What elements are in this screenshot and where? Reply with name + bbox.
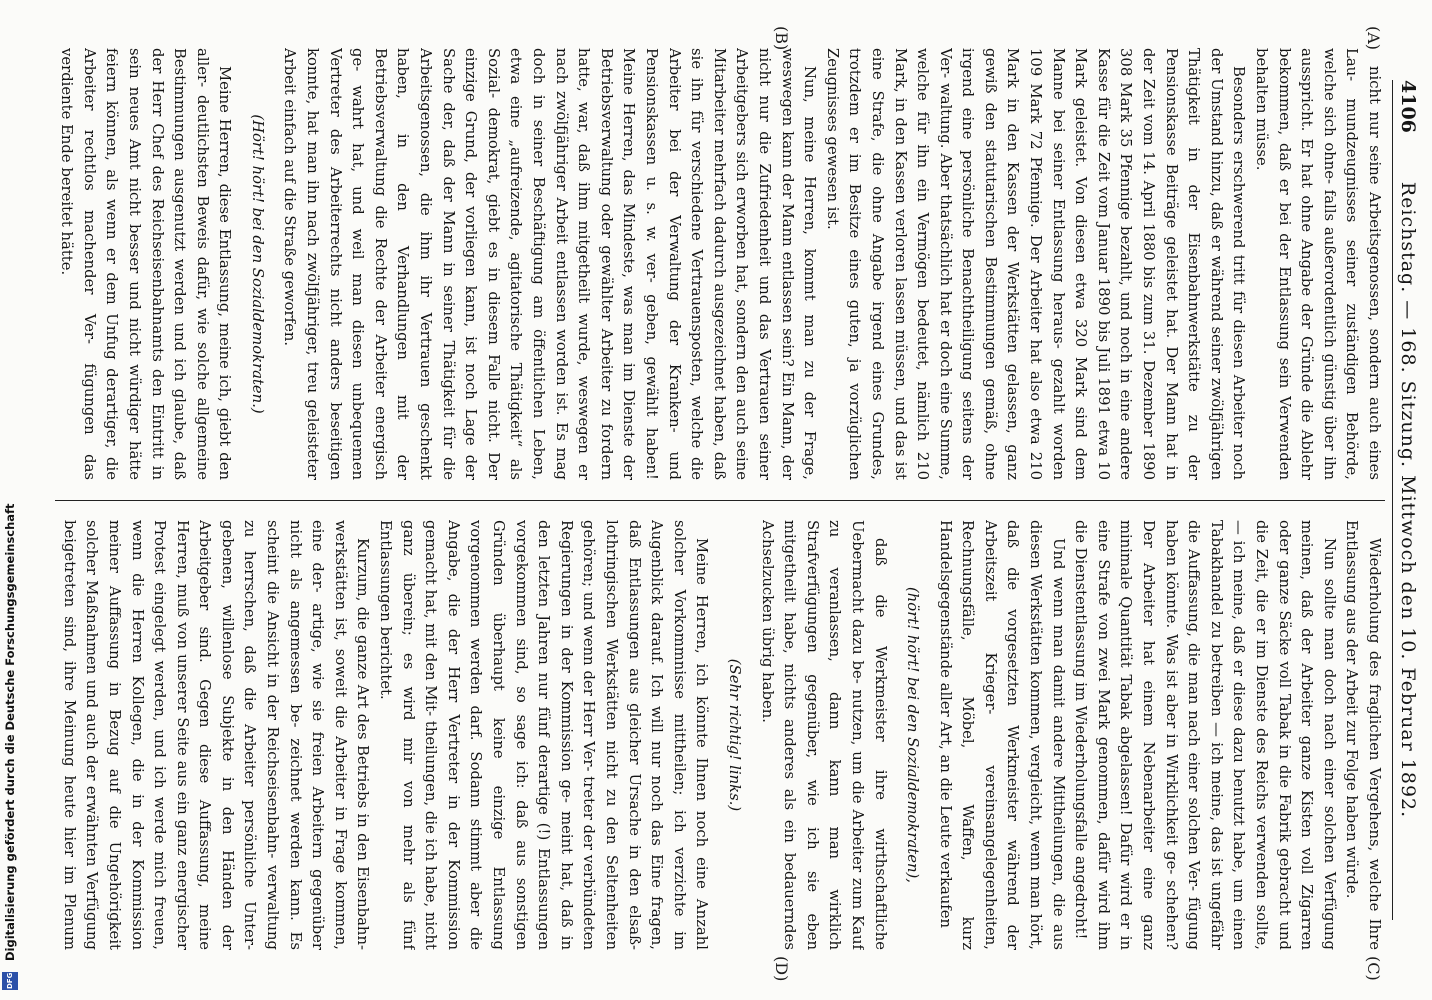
rotated-print-page — [1, 20, 1431, 980]
right-text-column — [55, 520, 1385, 950]
margin-marker-c: (C) — [1364, 956, 1383, 981]
left-text-column — [55, 48, 1385, 480]
paragraph: Besonders erschwerend tritt für diesen Arbeiter noch der Umstand hinzu, daß er während seiner zwölfjährigen Thätigkeit in der Eisenbahnwerkstätte zu der Pensionskasse Beiträge geleistet hat. Der Mann hat in der Zeit vom 14. April 1880 bis zum 31. Dezember 1890 308 Mark 35 Pfennige bezahlt, und noch in eine andere Kasse für die Zeit vom Januar 1890 bis Juli 1891 etwa 10 Mark geleistet. Von diesen etwa 320 Mark sind dem Manne bei seiner Entlassung heraus- gezahlt worden 109 Mark 72 Pfennige. Der Arbeiter hat also etwa 210 Mark in den Kassen der Werkstätten gelassen, ganz gewiß den statutarischen Bestimmungen gemäß, ohne irgend eine persönliche Benachtheiligung seitens der Ver- waltung. Aber thatsächlich hat er doch eine Summe, welche für ihn ein Vermögen bedeutet, nämlich 210 Mark, in den Kassen verloren lassen müssen, und das ist eine Strafe, die ohne Angabe irgend eines Grundes, trotzdem er im Besitze eines guten, ja vorzüglichen Zeugnisses gewesen ist. — [823, 48, 1248, 480]
paragraph: Nun, meine Herren, kommt man zu der Frage, weswegen kann der Mann entlassen sein? Ein Mann, der nicht nur die Zufriedenheit und das Vertrauen seiner Arbeitgebers sich erworben hat, sondern den auch seine Mitarbeiter mehrfach dadurch ausgezeichnet haben, daß sie ihn für verschiedene Vertrauensposten, welche die Arbeiter bei der Verwaltung der Kranken- und Pensionskassen u. s. w. ver- geben, gewählt haben! Meine Herren, das Mindeste, was man im Dienste der Betriebsverwaltung oder gewählter Arbeiter zu fordern hatte, war, daß ihm mitgetheilt wurde, weswegen er nach zwölfjähriger Arbeit entlassen worden ist. Es mag doch in seiner Beschäftigung am öffentlichen Leben, etwa eine „aufreizende, agitatorische Thätigkeit“ als Sozial- demokrat, giebt es in diesem Falle nicht. Der einzige Grund, der vorliegen kann, ist noch Lage der Sache der, daß der Mann in seiner Thätigkeit für die Arbeitsgenossen, die ihm ihr Vertrauen geschenkt haben, in den Verhandlungen mit der Betriebsverwaltung die Rechte der Arbeiter energisch ge- wahrt hat, und weil man diesen unbequemen Vertreter des Arbeiterrechts nicht anders beseitigen konnte, hat man ihn nach zwölfjähriger, treu geleisteter Arbeit einfach auf die Straße geworfen. — [281, 48, 819, 480]
margin-marker-b: (B) — [772, 26, 791, 51]
paragraph: Kurzum, die ganze Art des Betriebs in den Eisenbahn- werkstätten ist, soweit die Arbeiter in Frage kommen, eine der- artige, wie sie freien Arbeitern gegenüber nicht als angemessen be- zeichnet werden kann. Es scheint die Ansicht in der Reichseisenbahn- verwaltung zu herrschen, daß die Arbeiter persönliche Unter- gebenen, willenlose Subjekte in den Händen der Arbeitgeber sind. Gegen diese Auffassung, meine Herren, muß von unserer Seite aus ein ganz energischer Protest eingelegt werden, und ich werde mich freuen, wenn die Herren Kollegen, die in der Kommission meiner Auffassung in Bezug auf die Ungehörigkeit solcher Maßnahmen und auch der erwähnten Verfügung beigetreten sind, ihre Meinung heute hier im Plenum — [60, 520, 372, 950]
paragraph: nicht nur seine Arbeitsgenossen, sondern auch eines Lau- mundzeugnisses seiner zuständigen Behörde, welche sich ohne- falls außerordentlich günstig über ihn ausspricht. Er hat ohne Angabe der Gründe die Ablehr bekommen, daß er bei der Entlassung sein Verwenden behalten müsse. — [1253, 48, 1383, 480]
credit-text: Digitalisierung gefördert durch die Deutsche Forschungsgemeinschaft — [3, 503, 17, 961]
interjection: (hört! hört! bei den Sozialdemokraten), — [904, 587, 922, 883]
dfg-logo-icon: DFG — [2, 972, 18, 990]
paragraph: Meine Herren, diese Entlassung, meine ich, giebt den aller- deutlichsten Beweis dafür, wie solche allgemeine Bestimmungen ausgenutzt werden und ich glaube, daß der Herr Chef des Reichseisenbahnamts den Eintritt in sein neues Amt nicht besser und nicht würdiger hätte feiern können, als wenn er dem Unfug derartiger, die Arbeiter rechtlos machender Ver- fügungen das verdiente Ende bereitet hätte. — [58, 48, 234, 480]
margin-marker-a: (A) — [1364, 26, 1383, 51]
digitization-credit — [2, 503, 18, 990]
interjection: (Hört! hört! bei den Sozialdemokraten.) — [248, 114, 266, 414]
paragraph: Meine Herren, ich könnte Ihnen noch eine Anzahl solcher Vorkommnisse mittheilen; ich verzichte im Augenblick darauf. Ich will nur noch das Eine fragen, daß Entlassungen aus gleicher Ursache in den elsaß-lothringischen Werkstätten nicht zu den Seltenheiten gehören; und wenn der Herr Ver- treter der verbündeten Regierungen in der Kommission ge- meint hat, daß in den letzten Jahren nur fünf derartige (!) Entlassungen vorgekommen sind, so sage ich: daß aus sonstigen Gründen überhaupt keine einzige Entlassung vorgenommen werden darf. Sodann stimmt aber die Angabe, die der Herr Vertreter in der Kommission gemacht hat, mit den Mit- theilungen, die ich habe, nicht ganz überein; es wird mir von mehr als fünf Entlassungen berichtet. — [377, 520, 711, 950]
interjection: (Sehr richtig! links.) — [725, 658, 743, 812]
session-title: Reichstag. — 168. Sitzung. Mittwoch den 10. Februar 1892. — [1397, 181, 1419, 819]
paragraph: Wiederholung des fraglichen Vergehens, welche Ihre Entlassung aus der Arbeit zur Folge haben würde. — [1343, 520, 1383, 950]
paragraph: daß die Werkmeister ihre wirthschaftliche Uebermacht dazu be- nutzen, um die Arbeiter zum Kauf zu veranlassen, dann kann man wirklich Strafverfügungen gegenüber, wie ich sie eben mitgetheilt habe, nichts anderes als ein bedauerndes Achselzucken übrig haben. — [758, 520, 889, 950]
column-divider — [55, 500, 1385, 501]
page-number: 4106 — [1397, 80, 1419, 133]
paragraph: Nun sollte man doch nach einer solchen Verfügung meinen, daß der Arbeiter ganze Kisten voll Zigarren oder ganze Säcke voll Tabak in die Fabrik gebracht und die Zeit, die er im Dienste des Reichs verwenden sollte, — ich meine, daß er diese dazu benutzt habe, um einen Tabakhandel zu betreiben — ich meine, das ist ungefähr die Auffassung, die man nach einer solchen Ver- fügung haben könnte. Was ist aber in Wirklichkeit ge- schehen? Der Arbeiter hat einem Nebenarbeiter eine ganz minimale Quantität Tabak abgelassen! Dafür wird er in eine Strafe von zwei Mark genommen, dafür wird ihm die Dienstentlassung im Wiederholungsfalle angedroht! — [1072, 520, 1338, 950]
page-header — [1392, 80, 1419, 920]
margin-marker-d: (D) — [772, 956, 791, 982]
paragraph: Und wenn man damit andere Mittheilungen, die aus diesen Werkstätten kommen, vergleicht, wenn man hört, daß die vorgesetzten Werkmeister während der Arbeitszeit Krieger- vereinsangelegenheiten, Rechnungsfälle, Möbel, Waffen, kurz Handelsgegenstände aller Art, an die Leute verkaufen — [936, 520, 1067, 950]
